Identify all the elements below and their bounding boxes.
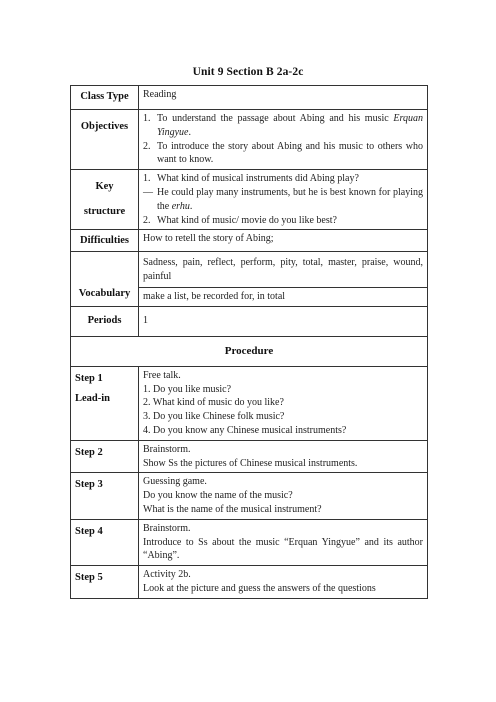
objective-item: 1. To understand the passage about Abing and his music Erquan Yingyue. [143, 113, 424, 138]
objective-item: 2. To introduce the story about Abing and his music to others who want to know. [143, 140, 423, 166]
vocabulary-phrases: make a list, be recorded for, in total [139, 287, 428, 306]
row-difficulties [71, 230, 428, 252]
step-1-content: Free talk. 1. Do you like music? 2. What kind of music do you like? 3. Do you like Chinese folk music? 4. Do you know any Chinese musical instruments? [139, 366, 428, 440]
key-question-2: 2. What kind of music/ movie do you like best? [143, 214, 337, 226]
step-5-content: Activity 2b. Look at the picture and guess the answers of the questions [139, 566, 428, 599]
key-structure-label: Key structure [71, 170, 139, 230]
objectives-label: Objectives [71, 110, 139, 170]
row-objectives [71, 110, 428, 170]
step-4-content: Brainstorm. Introduce to Ss about the music “Erquan Yingyue” and its author “Abing”. [139, 519, 428, 565]
step-3-label: Step 3 [71, 473, 139, 519]
vocabulary-words: Sadness, pain, reflect, perform, pity, total, master, praise, wound, painful [139, 252, 428, 288]
objectives-value [139, 110, 428, 170]
step-2-content: Brainstorm. Show Ss the pictures of Chinese musical instruments. [139, 440, 428, 473]
row-step-4 [71, 519, 428, 565]
procedure-heading: Procedure [71, 336, 428, 366]
class-type-value: Reading [139, 86, 428, 110]
row-procedure-heading [71, 336, 428, 366]
key-answer-1: — He could play many instruments, but he is best known for playing the erhu. [143, 186, 423, 212]
row-key-structure [71, 170, 428, 230]
row-class-type [71, 86, 428, 110]
step-3-content: Guessing game. Do you know the name of the music? What is the name of the musical instrument? [139, 473, 428, 519]
lesson-plan-table [70, 85, 428, 599]
periods-label: Periods [71, 306, 139, 336]
row-step-5 [71, 566, 428, 599]
key-structure-value [139, 170, 428, 230]
periods-value: 1 [139, 306, 428, 336]
step-2-label: Step 2 [71, 440, 139, 473]
row-step-1 [71, 366, 428, 440]
document-title: Unit 9 Section B 2a-2c [192, 66, 304, 78]
difficulties-value: How to retell the story of Abing; [139, 230, 428, 252]
step-5-label: Step 5 [71, 566, 139, 599]
row-step-2 [71, 440, 428, 473]
key-question-1: 1. What kind of musical instruments did Abing play? [143, 173, 359, 185]
row-step-3 [71, 473, 428, 519]
class-type-label: Class Type [71, 86, 139, 110]
vocabulary-label: Vocabulary [71, 252, 139, 306]
row-periods [71, 306, 428, 336]
row-vocabulary-words [71, 252, 428, 288]
step-4-label: Step 4 [71, 519, 139, 565]
step-1-label: Step 1 Lead-in [71, 366, 139, 440]
difficulties-label: Difficulties [71, 230, 139, 252]
